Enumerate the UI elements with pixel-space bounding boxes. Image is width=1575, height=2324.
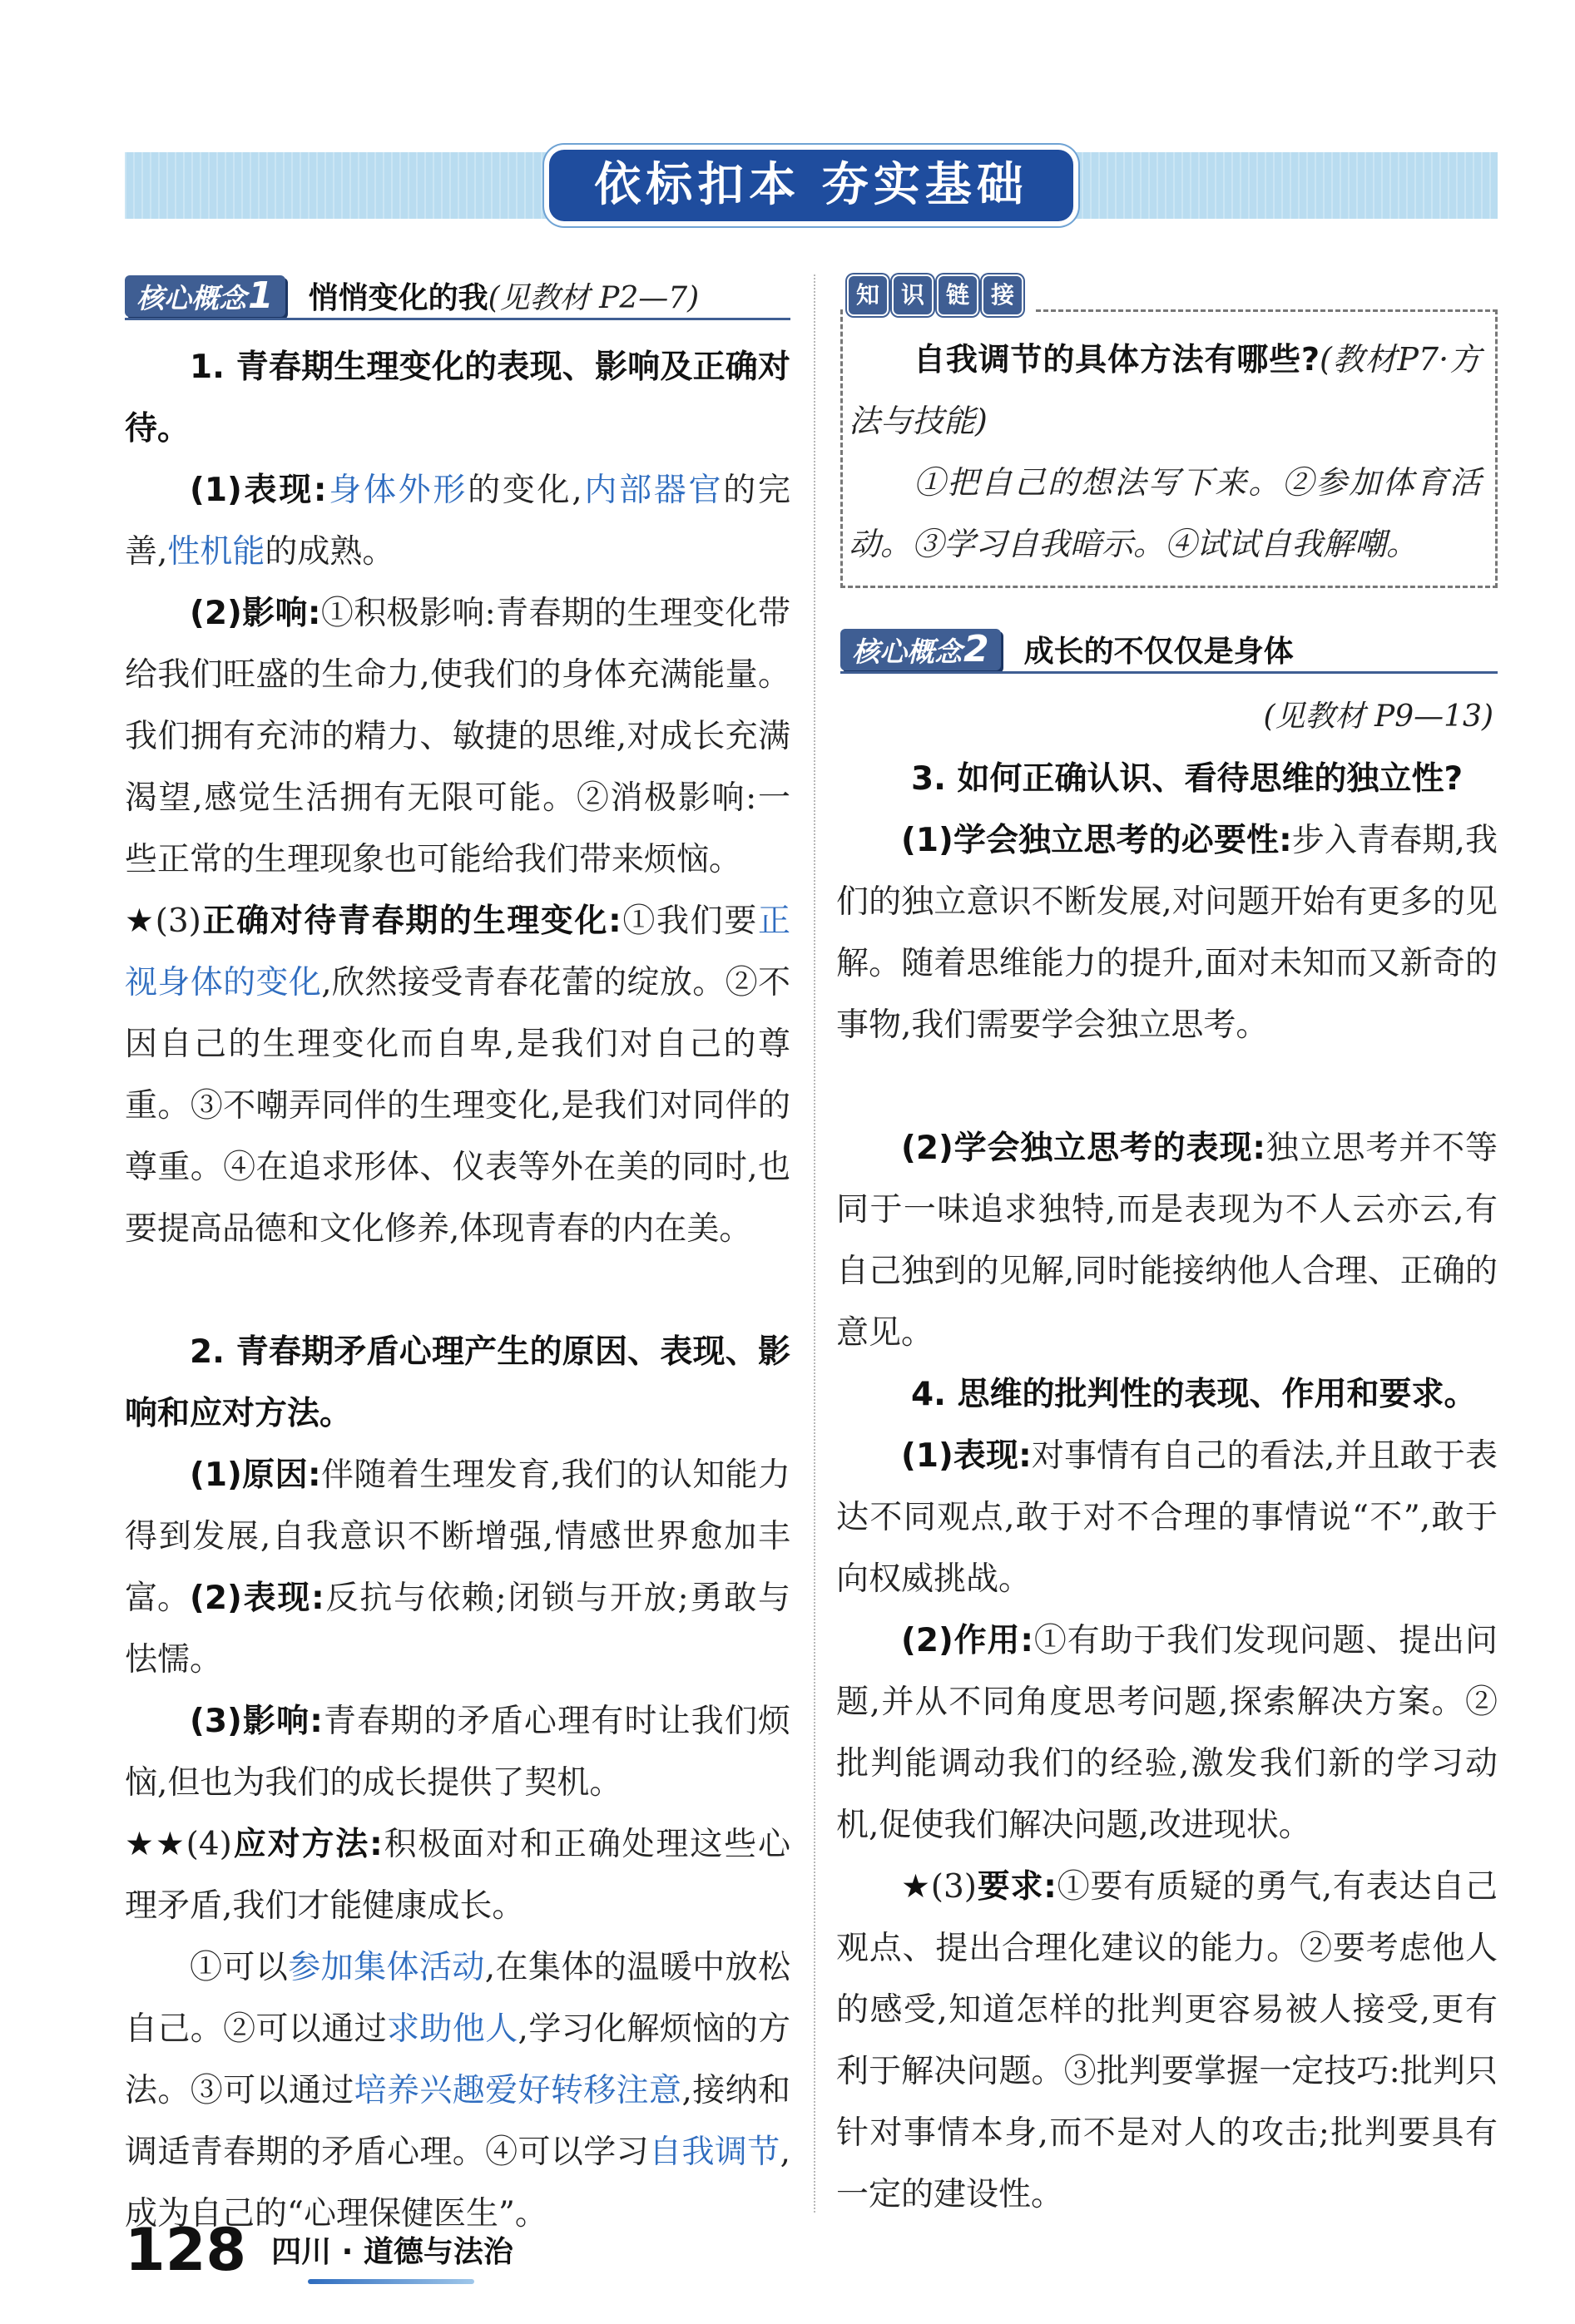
concept2-underline (840, 671, 1498, 674)
q1-title: 1. 青春期生理变化的表现、影响及正确对待。 (125, 349, 790, 447)
page-number: 128 (125, 2216, 247, 2284)
link-tag-2: 识 (892, 274, 934, 316)
link-question: 自我调节的具体方法有哪些?(教材P7·方法与技能) (849, 341, 1482, 439)
link-answer: ①把自己的想法写下来。②参加体育活动。③学习自我暗示。④试试自我解嘲。 (849, 464, 1481, 562)
q2-part3: (3)影响:青春期的矛盾心理有时让我们烦恼,但也为我们的成长提供了契机。 (125, 1703, 790, 1802)
q4-part3: ★(3)要求:①要有质疑的勇气,有表达自己观点、提出合理化建议的能力。②要考虑他人的感受,知道怎样的批判更容易被人接受,更有利于解决问题。③批判要掌握一定技巧:批判只针对事情本身,而不是对人的攻击;批判要具有一定的建设性。 (836, 1868, 1498, 2213)
q3-title: 3. 如何正确认识、看待思维的独立性? (911, 760, 1464, 798)
book-title: 四川 · 道德与法治 (271, 2235, 513, 2269)
link-tag-3: 链 (937, 274, 978, 316)
q2-part4: ★★(4)应对方法:积极面对和正确处理这些心理矛盾,我们才能健康成长。 (125, 1826, 790, 1925)
concept2-ref: (见教材 P9—13) (1263, 700, 1493, 734)
concept1-ref: (见教材 P2—7) (488, 281, 700, 315)
q4-part2: (2)作用:①有助于我们发现问题、提出问题,并从不同角度思考问题,探索解决方案。②批判能调动我们的经验,激发我们新的学习动机,促使我们解决问题,改进现状。 (836, 1622, 1498, 1844)
knowledge-link-tags (847, 274, 1023, 316)
q1-part2: (2)影响:①积极影响:青春期的生理变化带给我们旺盛的生命力,使我们的身体充满能量。我们拥有充沛的精力、敏捷的思维,对成长充满渴望,感觉生活拥有无限可能。②消极影响:一些正常的生理现象也可能给我们带来烦恼。 (125, 595, 790, 878)
q4-part1: (1)表现:对事情有自己的看法,并且敢于表达不同观点,敢于对不合理的事情说“不”,敢于向权威挑战。 (836, 1437, 1498, 1598)
q3-part2: (2)学会独立思考的表现:独立思考并不等同于一味追求独特,而是表现为不人云亦云,有自己独到的见解,同时能接纳他人合理、正确的意见。 (836, 1130, 1498, 1352)
knowledge-link-topline (1036, 309, 1498, 312)
concept2-badge: 核心概念2 (840, 629, 1001, 670)
concept1-title: 悄悄变化的我 (308, 281, 488, 315)
q4-title: 4. 思维的批判性的表现、作用和要求。 (911, 1376, 1477, 1413)
concept1-header (125, 274, 699, 317)
q3-part1: (1)学会独立思考的必要性:步入青春期,我们的独立意识不断发展,对问题开始有更多的见解。随着思维能力的提升,面对未知而又新奇的事物,我们需要学会独立思考。 (836, 822, 1498, 1044)
footer-accent-line (308, 2279, 474, 2284)
concept2-title: 成长的不仅仅是身体 (1023, 635, 1294, 669)
q2-methods: ①可以参加集体活动,在集体的温暖中放松自己。②可以通过求助他人,学习化解烦恼的方法。③可以通过培养兴趣爱好转移注意,接纳和调适青春期的矛盾心理。④可以学习自我调节,成为自己的“心理保健医生”。 (125, 1949, 790, 2233)
q1-part3: ★(3)正确对待青春期的生理变化:①我们要正视身体的变化,欣然接受青春花蕾的绽放。②不因自己的生理变化而自卑,是我们对自己的尊重。③不嘲弄同伴的生理变化,是我们对同伴的尊重。④在追求形体、仪表等外在美的同时,也要提高品德和文化修养,体现青春的内在美。 (125, 902, 790, 1248)
concept1-badge: 核心概念1 (125, 275, 285, 317)
section-title: 依标扣本 夯实基础 (549, 150, 1073, 221)
q1-part1: (1)表现:身体外形的变化,内部器官的完善,性机能的成熟。 (125, 472, 790, 571)
column-divider (814, 274, 815, 2213)
page-footer (125, 2216, 513, 2284)
concept1-underline (125, 318, 790, 320)
link-tag-1: 知 (847, 274, 889, 316)
concept2-header (840, 628, 1294, 670)
q2-part1: (1)原因:伴随着生理发育,我们的认知能力得到发展,自我意识不断增强,情感世界愈加丰富。 (125, 1456, 790, 1617)
q2-title: 2. 青春期矛盾心理产生的原因、表现、影响和应对方法。 (125, 1333, 790, 1432)
link-tag-4: 接 (982, 274, 1023, 316)
q2-part2: (2)表现:反抗与依赖;闭锁与开放;勇敢与怯懦。 (125, 1580, 791, 1679)
